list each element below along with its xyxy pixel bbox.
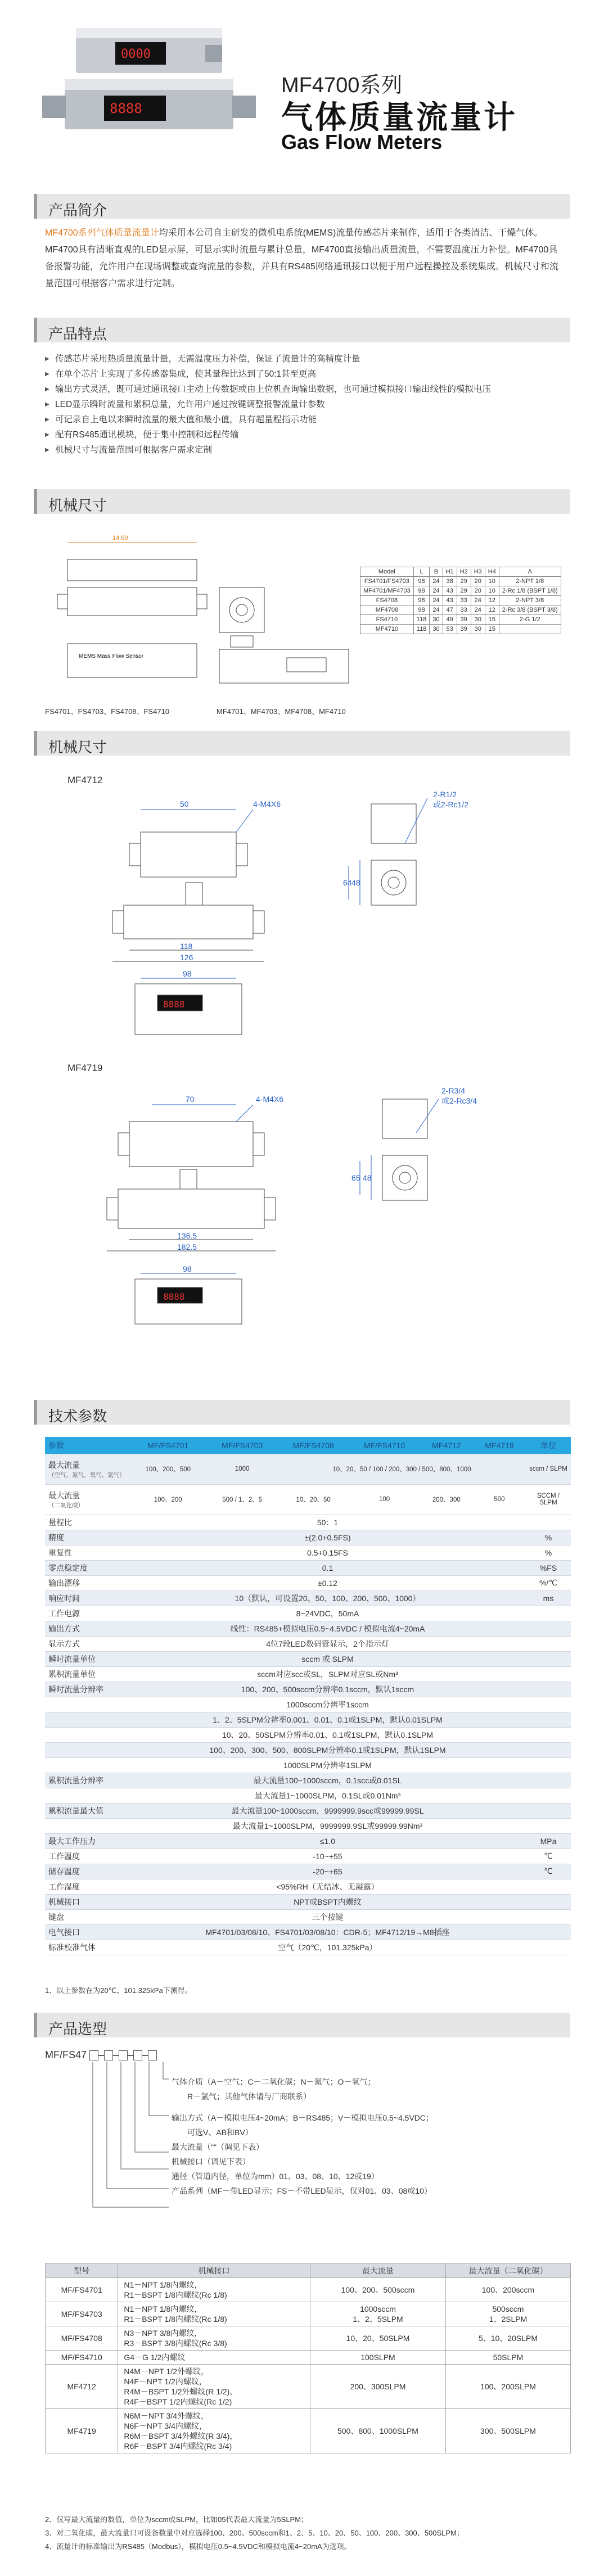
- spec-value: 10、20、50SLPM分辨率0.01、0.1或1SLPM，默认0.1SLPM: [129, 1727, 526, 1742]
- spec-value: sccm对应scc或SL，SLPM对应SL或Nm³: [129, 1666, 526, 1682]
- spec-value: 三个按键: [129, 1909, 526, 1924]
- table-row: [45, 1606, 571, 1621]
- dim-4712-h: 64: [343, 878, 352, 887]
- dim-4719-holes: 4-M4X6: [256, 1095, 284, 1104]
- spec-value: 1000sccm分辨率1sccm: [129, 1697, 526, 1712]
- dim-4719-top: 98: [183, 1264, 192, 1273]
- table-row: [45, 1651, 571, 1666]
- spec-header: 单位: [526, 1437, 571, 1454]
- spec-unit: MPa: [526, 1833, 571, 1849]
- sel-header: 最大流量（二氧化碳）: [445, 2263, 570, 2278]
- table-row: 最大流量 （空气、氮气、氧气、氩气） 100、200、500 1000 10、20、50 / 100 / 200、300 / 500、800、1000 sccm / SLPM: [45, 1454, 571, 1484]
- spec-label: 累积流量单位: [45, 1666, 129, 1682]
- spec-label: 标准校准气体: [45, 1940, 129, 1955]
- spec-label: 输出方式: [45, 1621, 129, 1636]
- spec-value: 最大流量100~1000sccm，0.1scc或0.01SL: [129, 1773, 526, 1788]
- table-row: [45, 1773, 571, 1788]
- spec-value: 最大流量100~1000sccm，9999999.9scc或99999.99SL: [129, 1803, 526, 1818]
- legend-line: R－氩气；其他气体请与厂商联系）: [187, 2092, 312, 2101]
- table-row: [45, 1803, 571, 1818]
- spec-label: [45, 1818, 129, 1833]
- legend-line: 机械接口（调见下表）: [172, 2157, 250, 2166]
- spec-header: MF4719: [473, 1437, 526, 1454]
- spec-unit: [526, 1682, 571, 1697]
- spec-unit: [526, 1803, 571, 1818]
- table-row: [45, 1727, 571, 1742]
- dim-4712-ports: 2-R1/2: [433, 790, 457, 799]
- spec-label: 量程比: [45, 1515, 129, 1530]
- table-row: MF4708 98 24 47 33 24 12 2-Rc 3/8 (BSPT 3/8): [360, 605, 561, 615]
- feature-item: ▶ LED显示瞬时流量和累积总量，允许用户通过按键调整报警流量计参数: [45, 397, 562, 412]
- spec-unit: [526, 1940, 571, 1955]
- spec-label: 输出漂移: [45, 1575, 129, 1590]
- model-label-4712: MF4712: [67, 775, 103, 785]
- model-prefix: MF/FS47: [45, 2049, 87, 2060]
- sel-iface: N6M－NPT 3/4外螺纹， N6F－NPT 3/4内螺纹， R6M－BSPT 3/4外螺纹(R 3/4)， R6F－BSPT 3/4内螺纹(Rc 3/4): [118, 2409, 310, 2453]
- spec-unit: [526, 1651, 571, 1666]
- table-row: [45, 1636, 571, 1651]
- table-row: [45, 1818, 571, 1833]
- spec-value: 1、2、5SLPM分辨率0.001、0.01、0.1或1SLPM，默认0.01SLPM: [129, 1712, 526, 1727]
- sel-co2: 5、10、20SLPM: [445, 2326, 570, 2351]
- table-row: 最大流量 （二氧化碳） 100、200 500 / 1、2、5 10、20、50 100 200、300 500 SCCM / SLPM: [45, 1484, 571, 1515]
- footnote: 2、仅写最大流量的数值，单位为sccm或SLPM，比如05代表最大流量为5SLPM；: [45, 2515, 309, 2524]
- spec-value: 线性：RS485+模拟电压0.5~4.5VDC / 模拟电流4~20mA: [129, 1621, 526, 1636]
- feature-item: ▶ 可记录自上电以来瞬时流量的最大值和最小值，具有超量程指示功能: [45, 412, 562, 427]
- spec-label: 响应时间: [45, 1590, 129, 1606]
- sel-flow: 200、300SLPM: [310, 2365, 446, 2409]
- table-row: FS4701/FS4703 98 24 38 29 20 10 2-NPT 1/8: [360, 577, 561, 586]
- table-row: [45, 1697, 571, 1712]
- feature-item: ▶ 传感芯片采用热质量流量计量，无需温度压力补偿，保证了流量计的高精度计量: [45, 351, 562, 367]
- dim-top-label: 14.60: [112, 535, 128, 541]
- sel-flow: 10、20、50SLPM: [310, 2326, 446, 2351]
- svg-text:0000: 0000: [121, 47, 151, 61]
- sel-co2: 50SLPM: [445, 2351, 570, 2365]
- legend-line: 最大流量（""（调见下表）: [172, 2143, 264, 2152]
- table-row: [45, 1742, 571, 1757]
- spec-unit: [526, 1727, 571, 1742]
- title-cn: 气体质量流量计: [281, 100, 517, 135]
- footnote: 4、流量计的标准输出为RS485（Modbus），模拟电压0.5~4.5VDC和模拟电流4~20mA为选项。: [45, 2542, 351, 2551]
- drawing-mf4719: [67, 1077, 495, 1330]
- sel-header: 型号: [46, 2263, 118, 2278]
- table-row: [45, 1879, 571, 1894]
- dim-header: A: [499, 567, 561, 577]
- spec-unit: %FS: [526, 1560, 571, 1575]
- code-box: [133, 2050, 142, 2060]
- product-photo: [42, 11, 256, 152]
- spec-value: 最大流量1~1000SLPM，9999999.9SL或99999.99Nm³: [129, 1818, 526, 1833]
- sel-co2: 300、500SLPM: [445, 2409, 570, 2453]
- spec-unit: [526, 1697, 571, 1712]
- spec-unit: [526, 1788, 571, 1803]
- dim-header: H4: [485, 567, 499, 577]
- dim-header: L: [413, 567, 430, 577]
- spec-header-row: [45, 1437, 571, 1454]
- table-row: [45, 1560, 571, 1575]
- spec-label: 零点稳定度: [45, 1560, 129, 1575]
- sel-iface: N1－NPT 1/8内螺纹， R1－BSPT 1/8内螺纹(Rc 1/8): [118, 2302, 310, 2326]
- dim-4712-top: 98: [183, 969, 192, 978]
- spec-value: NPT或BSPT内螺纹: [129, 1894, 526, 1909]
- spec-unit: [526, 1773, 571, 1788]
- spec-unit: [526, 1924, 571, 1940]
- table-row: [46, 2351, 571, 2365]
- caption-left: FS4701、FS4703、FS4708、FS4710: [45, 707, 170, 716]
- table-row: FS4710 118 30 49 39 30 15 2-G 1/2: [360, 615, 561, 625]
- spec-label: 累积流量最大值: [45, 1803, 129, 1818]
- spec-label: [45, 1727, 129, 1742]
- sel-iface: N4M－NPT 1/2外螺纹， N4F－NPT 1/2内螺纹， R4M－BSPT 1/2外螺纹(R 1/2)， R4F－BSPT 1/2内螺纹(Rc 1/2): [118, 2365, 310, 2409]
- table-row: [45, 1849, 571, 1864]
- section-mech2: [34, 731, 570, 756]
- dim-4719-ports2: 或2-Rc3/4: [441, 1096, 477, 1105]
- code-box: [89, 2050, 98, 2060]
- dim-4719-ports: 2-R3/4: [441, 1086, 466, 1095]
- sel-flow: 500、800、1000SLPM: [310, 2409, 446, 2453]
- spec-label: 累积流量分辨率: [45, 1773, 129, 1788]
- spec-label: 瞬时流量分辨率: [45, 1682, 129, 1697]
- section-mech1-title: 机械尺寸: [48, 497, 107, 514]
- spec-unit: [526, 1621, 571, 1636]
- table-row: [45, 1545, 571, 1560]
- selection-table: [45, 2263, 571, 2453]
- sel-model: MF/FS4701: [46, 2278, 118, 2302]
- dim-4712-holes: 4-M4X6: [253, 799, 281, 808]
- sel-co2: 100、200sccm: [445, 2278, 570, 2302]
- spec-label: 键盘: [45, 1909, 129, 1924]
- spec-label: [45, 1712, 129, 1727]
- table-row: [45, 1590, 571, 1606]
- spec-value: ≤1.0: [129, 1833, 526, 1849]
- section-features: [34, 318, 570, 342]
- dimension-table: [360, 567, 561, 634]
- spec-header: MF/FS4701: [129, 1437, 206, 1454]
- sel-model: MF4712: [46, 2365, 118, 2409]
- table-row: MF4701/MF4703 98 24 43 29 20 10 2-Rc 1/8 (BSPT 1/8): [360, 586, 561, 596]
- dim-4712-w: 50: [180, 799, 189, 808]
- table-row: [45, 1940, 571, 1955]
- svg-text:8888: 8888: [163, 1291, 185, 1302]
- svg-text:8888: 8888: [110, 101, 142, 116]
- spec-label: [45, 1757, 129, 1773]
- model-code: MF/FS47 – – – –: [45, 2049, 157, 2061]
- spec-value: 100、200、500sccm分辨率0.1sccm，默认1sccm: [129, 1682, 526, 1697]
- spec-unit: [526, 1909, 571, 1924]
- spec-value: 0.5+0.15FS: [129, 1545, 526, 1560]
- table-row: [45, 1833, 571, 1849]
- spec-label: 储存温度: [45, 1864, 129, 1879]
- spec-label: 最大工作压力: [45, 1833, 129, 1849]
- legend-line: 可选V、AB和BV）: [187, 2128, 253, 2137]
- sel-iface: N1－NPT 1/8内螺纹， R1－BSPT 1/8内螺纹(Rc 1/8): [118, 2278, 310, 2302]
- spec-label: 最大流量: [48, 1490, 80, 1500]
- dim-4712-ports2: 或2-Rc1/2: [433, 800, 469, 809]
- dim-4719-h2: 48: [363, 1173, 372, 1182]
- spec-table: [45, 1437, 571, 1955]
- feature-list: [45, 351, 562, 458]
- spec-unit: [526, 1515, 571, 1530]
- spec-unit: [526, 1636, 571, 1651]
- table-row: [46, 2302, 571, 2326]
- dim-header: H3: [471, 567, 485, 577]
- model-label-4719: MF4719: [67, 1063, 103, 1073]
- spec-value: 100、200、300、500、800SLPM分辨率0.1或1SLPM，默认1SLPM: [129, 1742, 526, 1757]
- hero-header: [0, 0, 604, 186]
- spec-unit: [526, 1818, 571, 1833]
- spec-value: 4位7段LED数码管显示，2个指示灯: [129, 1636, 526, 1651]
- spec-value: 50：1: [129, 1515, 526, 1530]
- spec-value: <95%RH（无结冰、无凝露）: [129, 1879, 526, 1894]
- section-features-title: 产品特点: [48, 326, 107, 342]
- spec-value: -20~+65: [129, 1864, 526, 1879]
- spec-value: 10（默认，可设置20、50、100、200、500、1000）: [129, 1590, 526, 1606]
- spec-value: 空气（20℃，101.325kPa）: [129, 1940, 526, 1955]
- spec-unit: ℃: [526, 1849, 571, 1864]
- code-box: [104, 2050, 113, 2060]
- spec-label: 工作湿度: [45, 1879, 129, 1894]
- table-row: [45, 1909, 571, 1924]
- table-row: [45, 1515, 571, 1530]
- section-select-title: 产品选型: [48, 2021, 107, 2037]
- feature-item: ▶ 机械尺寸与流量范围可根据客户需求定制: [45, 442, 562, 458]
- spec-footnote: 1、以上参数在为20℃、101.325kPa下测得。: [45, 1986, 192, 1995]
- device-label: MEMS Mass Flow Sensor: [79, 653, 144, 659]
- section-select: [34, 2013, 570, 2037]
- spec-label: 机械接口: [45, 1894, 129, 1909]
- sel-header: 机械接口: [118, 2263, 310, 2278]
- spec-value: ±0.12: [129, 1575, 526, 1590]
- intro-body: 均采用本公司自主研发的微机电系统(MEMS)流量传感芯片来制作，适用于各类清洁、干燥气体。MF4700具有清晰直观的LED显示屏，可显示实时流量与累计总量，MF4700直接输出质量流量，不需要温度压力补偿。MF4700具备报警功能，允许用户在现场调整或查询流量的参数，并具有RS485网络通讯接口以便于用户远程操控及系统集成。机械尺寸和流量范围可根据客户需求进行定制。: [45, 228, 558, 288]
- section-mech2-title: 机械尺寸: [48, 739, 107, 756]
- spec-header: MF/FS4703: [206, 1437, 277, 1454]
- sel-model: MF/FS4708: [46, 2326, 118, 2351]
- sel-model: MF/FS4710: [46, 2351, 118, 2365]
- legend-line: 产品系列（MF－带LED显示；FS－不带LED显示，仅对01、03、08或10）: [172, 2186, 432, 2195]
- table-row: [45, 1894, 571, 1909]
- dim-4719-len: 182.5: [177, 1242, 197, 1251]
- spec-label: 最大流量: [48, 1460, 80, 1470]
- selection-footnotes: [45, 2513, 464, 2554]
- table-row: [45, 1621, 571, 1636]
- spec-unit: %: [526, 1545, 571, 1560]
- sel-iface: N3－NPT 3/8内螺纹， R3－BSPT 3/8内螺纹(Rc 3/8): [118, 2326, 310, 2351]
- spec-label: 重复性: [45, 1545, 129, 1560]
- table-row: FS4708 98 24 43 33 24 12 2-NPT 3/8: [360, 596, 561, 605]
- spec-unit: [526, 1757, 571, 1773]
- table-row: [45, 1864, 571, 1879]
- spec-value: 0.1: [129, 1560, 526, 1575]
- table-row: [45, 1712, 571, 1727]
- sel-model: MF4719: [46, 2409, 118, 2453]
- spec-value: -10~+55: [129, 1849, 526, 1864]
- dim-4719-len2: 136.5: [177, 1231, 197, 1240]
- table-row: MF4710 118 30 53 39 30 15: [360, 625, 561, 634]
- table-row: [46, 2409, 571, 2453]
- table-row: [45, 1757, 571, 1773]
- code-leader-lines: [84, 2062, 169, 2248]
- spec-unit: [526, 1742, 571, 1757]
- spec-unit: [526, 1879, 571, 1894]
- footnote: 3、对二氧化碳，最大流量只可设备数量中对应选择100、200、500sccm和1、2、5、10、20、50、100、200、300、500SLPM；: [45, 2529, 464, 2537]
- sel-model: MF/FS4703: [46, 2302, 118, 2326]
- spec-header: MF/FS4708: [278, 1437, 349, 1454]
- section-spec-title: 技术参数: [48, 1408, 107, 1425]
- section-spec: [34, 1400, 570, 1425]
- spec-unit: [526, 1666, 571, 1682]
- model-code-legend: [172, 2075, 565, 2198]
- caption-right: MF4701、MF4703、MF4708、MF4710: [217, 707, 346, 716]
- feature-item: ▶ 在单个芯片上实现了多传感器集成，使其量程比达到了50:1甚至更高: [45, 367, 562, 382]
- dim-4719-w: 70: [186, 1095, 195, 1104]
- legend-line: 输出方式（A－模拟电压4~20mA；B－RS485；V－模拟电压0.5~4.5VDC；: [172, 2113, 434, 2122]
- title-en: Gas Flow Meters: [281, 130, 443, 153]
- table-row: [45, 1575, 571, 1590]
- intro-highlight: MF4700系列气体质量流量计: [45, 228, 159, 238]
- sel-flow: 1000sccm 1、2、5SLPM: [310, 2302, 446, 2326]
- spec-unit: %/℃: [526, 1575, 571, 1590]
- spec-unit: [526, 1712, 571, 1727]
- spec-value: sccm 或 SLPM: [129, 1651, 526, 1666]
- sel-co2: 500sccm 1、2SLPM: [445, 2302, 570, 2326]
- table-row: [45, 1682, 571, 1697]
- spec-header: MF/FS4710: [349, 1437, 420, 1454]
- spec-label: 精度: [45, 1530, 129, 1545]
- dim-4712-len: 126: [180, 953, 193, 962]
- spec-label: 显示方式: [45, 1636, 129, 1651]
- table-row: [45, 1788, 571, 1803]
- spec-header: MF4712: [420, 1437, 473, 1454]
- dim-header: Model: [360, 567, 414, 577]
- spec-unit: ms: [526, 1590, 571, 1606]
- spec-value: ±(2.0+0.5FS): [129, 1530, 526, 1545]
- dim-4712-len2: 118: [180, 942, 193, 951]
- table-row: [46, 2278, 571, 2302]
- spec-value: 8~24VDC，50mA: [129, 1606, 526, 1621]
- spec-unit: %: [526, 1530, 571, 1545]
- mech-drawing-small: [45, 526, 360, 711]
- spec-unit: [526, 1894, 571, 1909]
- code-box: [119, 2050, 128, 2060]
- spec-unit: ℃: [526, 1864, 571, 1879]
- dim-4712-h2: 48: [351, 878, 360, 887]
- feature-item: ▶ 配有RS485通讯模块，便于集中控制和远程传输: [45, 427, 562, 442]
- table-row: [45, 1666, 571, 1682]
- spec-value: 1000SLPM分辨率1SLPM: [129, 1757, 526, 1773]
- drawing-mf4712: [67, 787, 495, 1040]
- table-row: [45, 1924, 571, 1940]
- dim-header: B: [430, 567, 443, 577]
- section-mech1: [34, 489, 570, 514]
- spec-label: [45, 1697, 129, 1712]
- spec-label: 瞬时流量单位: [45, 1651, 129, 1666]
- table-row: [46, 2326, 571, 2351]
- table-row: [46, 2365, 571, 2409]
- section-intro-title: 产品简介: [48, 202, 107, 219]
- dim-4719-h: 65: [351, 1173, 360, 1182]
- series-name: MF4700系列: [281, 74, 403, 97]
- sel-co2: 100、200SLPM: [445, 2365, 570, 2409]
- sel-header: 最大流量: [310, 2263, 446, 2278]
- sel-flow: 100、200、500sccm: [310, 2278, 446, 2302]
- sel-flow: 100SLPM: [310, 2351, 446, 2365]
- legend-line: 通径（管道内径，单位为mm）01、03、08、10、12或19）: [172, 2172, 379, 2181]
- intro-text: [45, 225, 562, 292]
- section-intro: [34, 194, 570, 219]
- spec-label: 工作电源: [45, 1606, 129, 1621]
- feature-item: ▶ 输出方式灵活，既可通过通讯接口主动上传数据或由上位机查询输出数据，也可通过模拟接口输出线性的模拟电压: [45, 382, 562, 397]
- table-row: [45, 1530, 571, 1545]
- spec-value: MF4701/03/08/10、FS4701/03/08/10：CDR-5；MF4712/19→M8插座: [129, 1924, 526, 1940]
- dim-header: H1: [443, 567, 457, 577]
- spec-value: 最大流量1~1000SLPM，0.1SL或0.01Nm³: [129, 1788, 526, 1803]
- spec-label: [45, 1788, 129, 1803]
- legend-line: 气体介质（A－空气；C－二氧化碳；N－氮气；O－氧气；: [172, 2077, 376, 2086]
- spec-header: 参数: [45, 1437, 129, 1454]
- spec-unit: [526, 1606, 571, 1621]
- svg-text:8888: 8888: [163, 999, 185, 1010]
- spec-label: 工作温度: [45, 1849, 129, 1864]
- spec-label: 电气接口: [45, 1924, 129, 1940]
- spec-label: [45, 1742, 129, 1757]
- dim-header: H2: [457, 567, 471, 577]
- code-box: [148, 2050, 157, 2060]
- sel-iface: G4－G 1/2内螺纹: [118, 2351, 310, 2365]
